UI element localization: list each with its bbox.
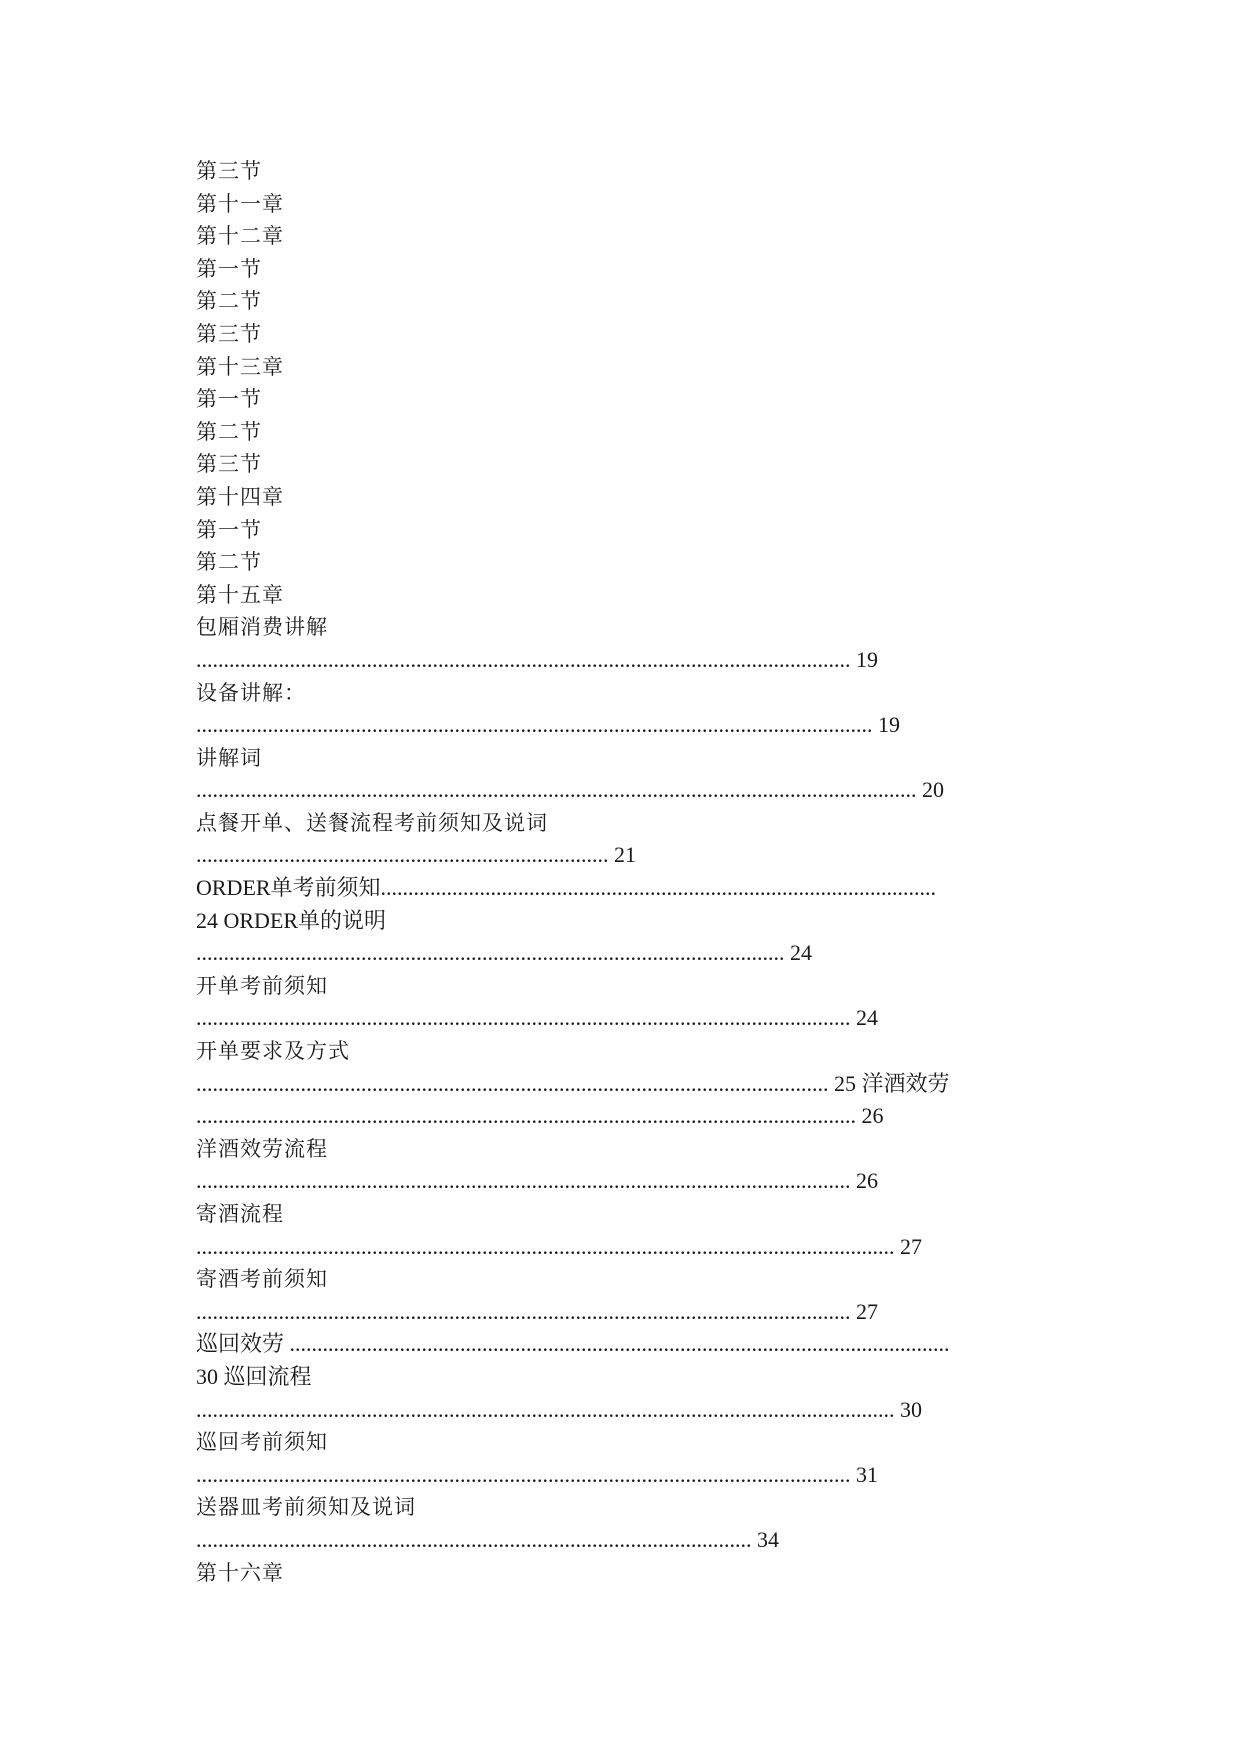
toc-line: ORDER单考前须知..................................................................................................... (196, 875, 937, 901)
toc-leader-line: ........................................................................................................................... 19 (196, 712, 900, 738)
toc-leader-line: ........................................................................... 21 (196, 842, 636, 868)
toc-line: 第三节 (196, 452, 262, 477)
toc-line: 巡回效劳 ........................................................................................................................ (196, 1331, 950, 1357)
toc-line: 寄酒流程 (196, 1202, 284, 1226)
toc-line: 30 巡回流程 (196, 1363, 312, 1389)
toc-leader-line: ....................................................................................................................... 19 (196, 646, 878, 672)
toc-line: 第三节 (196, 159, 262, 183)
toc-leader-line: ............................................................................................................................... 30 (196, 1396, 922, 1422)
toc-line: 第十五章 (196, 582, 284, 607)
toc-line: 第十六章 (196, 1560, 284, 1585)
table-of-contents (196, 155, 1076, 1589)
toc-line: 送器皿考前须知及说词 (196, 1495, 416, 1520)
toc-line: 第二节 (196, 550, 262, 575)
toc-line: 第一节 (196, 517, 262, 542)
toc-leader-line: ................................................................................................................... 25 洋酒效劳 (196, 1070, 950, 1096)
toc-leader-line: ............................................................................................................................... 27 (196, 1233, 922, 1259)
toc-line: 第十三章 (196, 354, 284, 379)
toc-line: 第一节 (196, 387, 262, 412)
toc-line: 第三节 (196, 321, 262, 346)
toc-line: 开单要求及方式 (196, 1039, 350, 1064)
toc-line: 讲解词 (196, 745, 262, 770)
toc-line: 第一节 (196, 256, 262, 281)
toc-line: 第十二章 (196, 224, 284, 249)
toc-line: 洋酒效劳流程 (196, 1136, 328, 1161)
toc-leader-line: ........................................................................................................... 24 (196, 940, 812, 966)
toc-line: 寄酒考前须知 (196, 1267, 328, 1292)
toc-line: 开单考前须知 (196, 973, 328, 998)
toc-leader-line: ....................................................................................................................... 27 (196, 1298, 878, 1324)
toc-leader-line: ..................................................................................................... 34 (196, 1526, 779, 1552)
toc-leader-line: ........................................................................................................................ 26 (196, 1103, 884, 1129)
toc-line: 24 ORDER单的说明 (196, 907, 387, 933)
toc-line: 第二节 (196, 419, 262, 444)
toc-line: 点餐开单、送餐流程考前须知及说词 (196, 810, 548, 835)
toc-line: 包厢消费讲解 (196, 615, 328, 640)
toc-line: 第二节 (196, 289, 262, 314)
toc-leader-line: ................................................................................................................................... 20 (196, 777, 944, 803)
toc-line: 巡回考前须知 (196, 1430, 328, 1455)
toc-leader-line: ....................................................................................................................... 31 (196, 1461, 878, 1487)
toc-leader-line: ....................................................................................................................... 26 (196, 1168, 878, 1194)
toc-line: 第十一章 (196, 191, 284, 216)
toc-leader-line: ....................................................................................................................... 24 (196, 1005, 878, 1031)
toc-line: 第十四章 (196, 484, 284, 509)
toc-line: 设备讲解： (196, 680, 306, 705)
